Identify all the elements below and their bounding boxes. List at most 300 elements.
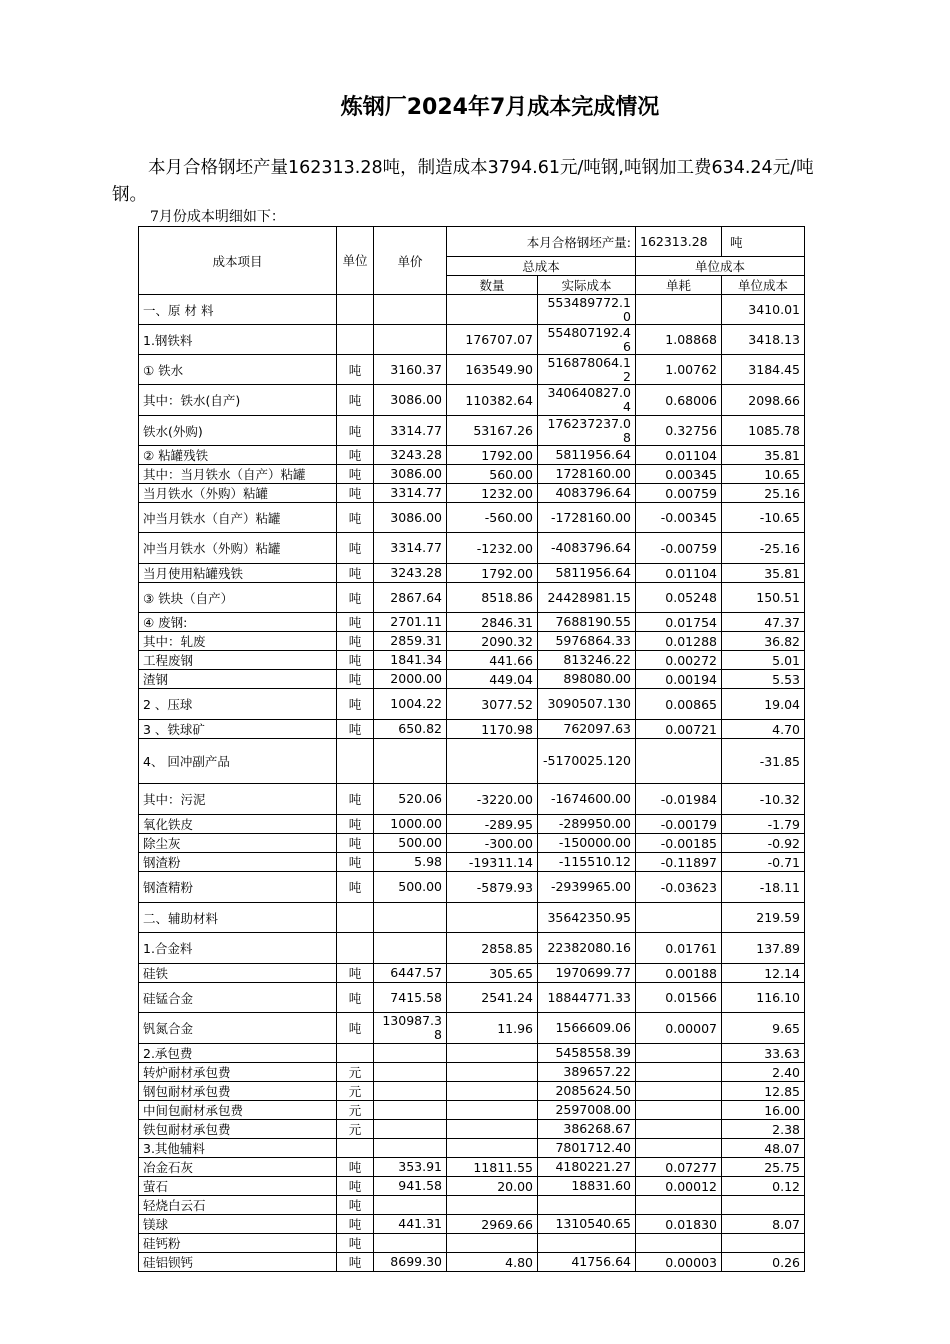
cell-actual-cost: 7801712.40 <box>538 1139 636 1158</box>
cell-item: 硅钙粉 <box>139 1234 337 1253</box>
cell-unit: 吨 <box>337 632 374 651</box>
cell-item: 硅铁 <box>139 964 337 983</box>
cell-item: 渣钢 <box>139 670 337 689</box>
cell-item: ② 粘罐残铁 <box>139 446 337 465</box>
cell-actual-cost: 18844771.33 <box>538 983 636 1013</box>
header-consumption: 单耗 <box>636 276 722 295</box>
cell-consumption: 0.00272 <box>636 651 722 670</box>
cell-price: 3086.00 <box>374 385 447 416</box>
cell-qty: 20.00 <box>447 1177 538 1196</box>
cell-actual-cost: 813246.22 <box>538 651 636 670</box>
cell-item: 2.承包费 <box>139 1044 337 1063</box>
cell-unit: 吨 <box>337 1215 374 1234</box>
cell-item: 3.其他辅料 <box>139 1139 337 1158</box>
cell-unit: 吨 <box>337 853 374 872</box>
cell-qty: -300.00 <box>447 834 538 853</box>
cell-qty <box>447 1139 538 1158</box>
cell-item: 一、原 材 料 <box>139 295 337 325</box>
table-row <box>139 784 805 815</box>
cell-unit-cost: 12.85 <box>722 1082 805 1101</box>
cell-price: 500.00 <box>374 834 447 853</box>
cell-qty: -560.00 <box>447 503 538 533</box>
table-row <box>139 1082 805 1101</box>
cell-consumption: -0.00345 <box>636 503 722 533</box>
cell-consumption: -0.00179 <box>636 815 722 834</box>
cell-price: 1004.22 <box>374 689 447 720</box>
cell-qty <box>447 1234 538 1253</box>
cell-price: 3314.77 <box>374 416 447 446</box>
cell-qty: 163549.90 <box>447 355 538 385</box>
cell-qty: -1232.00 <box>447 533 538 564</box>
cell-actual-cost: 553489772.10 <box>538 295 636 325</box>
cell-unit-cost: 4.70 <box>722 720 805 739</box>
table-row <box>139 964 805 983</box>
cell-price: 3086.00 <box>374 465 447 484</box>
cell-consumption: -0.00759 <box>636 533 722 564</box>
cell-price: 2867.64 <box>374 583 447 613</box>
table-row <box>139 983 805 1013</box>
table-row <box>139 1013 805 1044</box>
cell-price: 2701.11 <box>374 613 447 632</box>
cell-consumption: 0.01104 <box>636 446 722 465</box>
cell-unit: 吨 <box>337 1158 374 1177</box>
cell-qty: 2090.32 <box>447 632 538 651</box>
cell-unit <box>337 1139 374 1158</box>
cell-price <box>374 933 447 964</box>
cell-qty <box>447 1044 538 1063</box>
cell-actual-cost: -150000.00 <box>538 834 636 853</box>
cell-unit: 元 <box>337 1101 374 1120</box>
cell-actual-cost: 389657.22 <box>538 1063 636 1082</box>
cell-price: 941.58 <box>374 1177 447 1196</box>
cell-unit-cost: 5.01 <box>722 651 805 670</box>
cell-item: 镁球 <box>139 1215 337 1234</box>
table-row <box>139 533 805 564</box>
cell-unit-cost: 3418.13 <box>722 325 805 355</box>
cell-consumption: 0.00012 <box>636 1177 722 1196</box>
cell-unit <box>337 903 374 933</box>
table-row <box>139 1196 805 1215</box>
cell-consumption <box>636 1120 722 1139</box>
cell-price <box>374 1234 447 1253</box>
cell-price: 5.98 <box>374 853 447 872</box>
cell-unit <box>337 1044 374 1063</box>
cell-unit: 吨 <box>337 446 374 465</box>
cell-actual-cost: 5458558.39 <box>538 1044 636 1063</box>
cell-unit-cost: 36.82 <box>722 632 805 651</box>
cell-price <box>374 1120 447 1139</box>
cell-consumption <box>636 1044 722 1063</box>
cell-unit: 吨 <box>337 613 374 632</box>
cell-actual-cost: 554807192.46 <box>538 325 636 355</box>
cell-unit: 吨 <box>337 720 374 739</box>
cell-item: 除尘灰 <box>139 834 337 853</box>
header-item: 成本项目 <box>139 227 337 295</box>
cell-actual-cost: 4180221.27 <box>538 1158 636 1177</box>
cell-consumption: -0.01984 <box>636 784 722 815</box>
cell-unit-cost: 5.53 <box>722 670 805 689</box>
table-row <box>139 325 805 355</box>
cell-unit: 元 <box>337 1120 374 1139</box>
header-row-1 <box>139 227 805 257</box>
cell-unit-cost: 10.65 <box>722 465 805 484</box>
cell-item: 中间包耐材承包费 <box>139 1101 337 1120</box>
table-row <box>139 564 805 583</box>
page-title: 炼钢厂2024年7月成本完成情况 <box>340 95 660 120</box>
cell-qty: 1792.00 <box>447 564 538 583</box>
cell-actual-cost: 2597008.00 <box>538 1101 636 1120</box>
cell-actual-cost: -4083796.64 <box>538 533 636 564</box>
cell-actual-cost: -115510.12 <box>538 853 636 872</box>
cell-actual-cost: -289950.00 <box>538 815 636 834</box>
table-row <box>139 613 805 632</box>
cell-unit: 吨 <box>337 670 374 689</box>
cell-unit-cost: 1085.78 <box>722 416 805 446</box>
cell-qty <box>447 295 538 325</box>
cell-item: 转炉耐材承包费 <box>139 1063 337 1082</box>
cell-qty <box>447 1063 538 1082</box>
header-actual-cost: 实际成本 <box>538 276 636 295</box>
cell-price: 1000.00 <box>374 815 447 834</box>
cell-unit: 吨 <box>337 564 374 583</box>
cell-consumption: 0.00007 <box>636 1013 722 1044</box>
cell-price <box>374 739 447 784</box>
table-row <box>139 1063 805 1082</box>
cell-qty: -3220.00 <box>447 784 538 815</box>
cell-consumption: 0.07277 <box>636 1158 722 1177</box>
cell-consumption: 0.00194 <box>636 670 722 689</box>
cell-item: 其中：轧废 <box>139 632 337 651</box>
cell-actual-cost: 176237237.08 <box>538 416 636 446</box>
header-production-label: 本月合格钢坯产量: <box>447 227 636 257</box>
cell-unit-cost: 33.63 <box>722 1044 805 1063</box>
table-row <box>139 503 805 533</box>
cell-actual-cost: -1728160.00 <box>538 503 636 533</box>
cell-consumption: 1.00762 <box>636 355 722 385</box>
cell-unit: 吨 <box>337 416 374 446</box>
cell-actual-cost: 41756.64 <box>538 1253 636 1272</box>
cell-unit: 吨 <box>337 689 374 720</box>
cell-unit-cost: 16.00 <box>722 1101 805 1120</box>
cell-item: 冶金石灰 <box>139 1158 337 1177</box>
table-row <box>139 1120 805 1139</box>
cell-unit-cost <box>722 1196 805 1215</box>
header-production-value: 162313.28 <box>636 227 722 257</box>
cell-price <box>374 1082 447 1101</box>
cell-qty <box>447 903 538 933</box>
table-row <box>139 355 805 385</box>
cell-consumption: 1.08868 <box>636 325 722 355</box>
cell-unit: 吨 <box>337 1234 374 1253</box>
cell-price: 650.82 <box>374 720 447 739</box>
table-row <box>139 1139 805 1158</box>
cell-actual-cost: -2939965.00 <box>538 872 636 903</box>
cell-qty: 8518.86 <box>447 583 538 613</box>
cell-qty: 1792.00 <box>447 446 538 465</box>
cell-actual-cost: 1728160.00 <box>538 465 636 484</box>
cell-unit: 元 <box>337 1063 374 1082</box>
cell-qty: -5879.93 <box>447 872 538 903</box>
table-row <box>139 651 805 670</box>
cell-consumption: 0.00721 <box>636 720 722 739</box>
cell-unit-cost: 19.04 <box>722 689 805 720</box>
cell-actual-cost: 1970699.77 <box>538 964 636 983</box>
cell-unit: 吨 <box>337 872 374 903</box>
cell-unit-cost: 25.16 <box>722 484 805 503</box>
table-row <box>139 720 805 739</box>
cell-unit: 吨 <box>337 583 374 613</box>
cell-consumption: 0.00865 <box>636 689 722 720</box>
cell-item: 1.钢铁料 <box>139 325 337 355</box>
cell-unit-cost: -0.92 <box>722 834 805 853</box>
cell-price: 500.00 <box>374 872 447 903</box>
cell-item: 冲当月铁水（自产）粘罐 <box>139 503 337 533</box>
cell-unit: 吨 <box>337 484 374 503</box>
cell-item: 硅锰合金 <box>139 983 337 1013</box>
cell-qty: 110382.64 <box>447 385 538 416</box>
cell-actual-cost: 898080.00 <box>538 670 636 689</box>
cell-consumption <box>636 295 722 325</box>
cell-actual-cost: 3090507.130 <box>538 689 636 720</box>
cell-unit-cost: 12.14 <box>722 964 805 983</box>
table-row <box>139 1044 805 1063</box>
cell-item: 铁水(外购) <box>139 416 337 446</box>
cell-qty <box>447 1101 538 1120</box>
cell-price: 8699.30 <box>374 1253 447 1272</box>
table-row <box>139 1234 805 1253</box>
cell-qty: 53167.26 <box>447 416 538 446</box>
cell-consumption: 0.00003 <box>636 1253 722 1272</box>
table-row <box>139 1177 805 1196</box>
cell-unit <box>337 295 374 325</box>
cell-unit-cost: 35.81 <box>722 446 805 465</box>
cell-item: 氧化铁皮 <box>139 815 337 834</box>
cell-price: 2000.00 <box>374 670 447 689</box>
cell-item: 钢渣精粉 <box>139 872 337 903</box>
table-row <box>139 632 805 651</box>
cell-price: 441.31 <box>374 1215 447 1234</box>
cell-qty <box>447 1120 538 1139</box>
cell-item: 硅铝钡钙 <box>139 1253 337 1272</box>
cell-unit-cost: -0.71 <box>722 853 805 872</box>
cell-actual-cost: 18831.60 <box>538 1177 636 1196</box>
cell-unit-cost: 2.40 <box>722 1063 805 1082</box>
cell-unit-cost: 219.59 <box>722 903 805 933</box>
cell-unit: 元 <box>337 1082 374 1101</box>
table-row <box>139 903 805 933</box>
cell-unit: 吨 <box>337 355 374 385</box>
cell-item: ① 铁水 <box>139 355 337 385</box>
cell-price: 3086.00 <box>374 503 447 533</box>
cell-unit-cost: 35.81 <box>722 564 805 583</box>
cell-actual-cost: 1310540.65 <box>538 1215 636 1234</box>
header-unit-cost: 单位成本 <box>722 276 805 295</box>
cell-qty: 305.65 <box>447 964 538 983</box>
cell-price: 3314.77 <box>374 484 447 503</box>
cell-item: 1.合金料 <box>139 933 337 964</box>
table-row <box>139 446 805 465</box>
table-row <box>139 465 805 484</box>
cell-consumption: 0.05248 <box>636 583 722 613</box>
cell-consumption: -0.11897 <box>636 853 722 872</box>
cell-item: 钢渣粉 <box>139 853 337 872</box>
cell-actual-cost: 4083796.64 <box>538 484 636 503</box>
cell-qty <box>447 1082 538 1101</box>
cell-unit: 吨 <box>337 1013 374 1044</box>
table-row <box>139 834 805 853</box>
cell-qty <box>447 739 538 784</box>
cell-price <box>374 903 447 933</box>
cell-qty: 4.80 <box>447 1253 538 1272</box>
cell-unit-cost: 9.65 <box>722 1013 805 1044</box>
cell-price: 3314.77 <box>374 533 447 564</box>
cell-unit: 吨 <box>337 1196 374 1215</box>
cell-unit-cost: -10.32 <box>722 784 805 815</box>
cell-unit: 吨 <box>337 651 374 670</box>
cell-consumption: 0.00345 <box>636 465 722 484</box>
intro-paragraph: 本月合格钢坯产量162313.28吨，制造成本3794.61元/吨钢,吨钢加工费634.24元/吨钢。 <box>112 158 814 205</box>
cell-actual-cost: 386268.67 <box>538 1120 636 1139</box>
cell-unit-cost: -18.11 <box>722 872 805 903</box>
cell-consumption: 0.01104 <box>636 564 722 583</box>
cell-unit <box>337 739 374 784</box>
cell-price <box>374 1101 447 1120</box>
cell-actual-cost <box>538 1234 636 1253</box>
cell-unit-cost <box>722 1234 805 1253</box>
cell-unit-cost: 116.10 <box>722 983 805 1013</box>
cell-actual-cost: 35642350.95 <box>538 903 636 933</box>
table-row <box>139 416 805 446</box>
cell-actual-cost: 5811956.64 <box>538 446 636 465</box>
cost-table <box>138 226 805 1272</box>
cell-consumption: 0.01830 <box>636 1215 722 1234</box>
cell-consumption: 0.00759 <box>636 484 722 503</box>
cell-consumption <box>636 739 722 784</box>
cell-item: ④ 废钢: <box>139 613 337 632</box>
cell-unit-cost: 8.07 <box>722 1215 805 1234</box>
cell-price <box>374 1196 447 1215</box>
cell-unit: 吨 <box>337 465 374 484</box>
cell-item: 工程废钢 <box>139 651 337 670</box>
cell-price: 3243.28 <box>374 564 447 583</box>
cell-qty: 2541.24 <box>447 983 538 1013</box>
cell-unit-cost: -10.65 <box>722 503 805 533</box>
cell-price <box>374 325 447 355</box>
header-unit-cost-group: 单位成本 <box>636 257 805 276</box>
cell-unit-cost: -1.79 <box>722 815 805 834</box>
cell-consumption <box>636 1234 722 1253</box>
cell-consumption: 0.01288 <box>636 632 722 651</box>
cell-item: 二、辅助材料 <box>139 903 337 933</box>
cell-qty: 176707.07 <box>447 325 538 355</box>
cell-consumption: -0.00185 <box>636 834 722 853</box>
cell-price: 6447.57 <box>374 964 447 983</box>
cell-item: 钢包耐材承包费 <box>139 1082 337 1101</box>
cell-item: 其中：污泥 <box>139 784 337 815</box>
cell-actual-cost: 340640827.04 <box>538 385 636 416</box>
cell-price <box>374 1139 447 1158</box>
cell-unit-cost: 48.07 <box>722 1139 805 1158</box>
cell-price: 130987.38 <box>374 1013 447 1044</box>
cell-actual-cost: 22382080.16 <box>538 933 636 964</box>
cell-unit <box>337 933 374 964</box>
table-row <box>139 1101 805 1120</box>
cell-qty: 2969.66 <box>447 1215 538 1234</box>
table-row <box>139 484 805 503</box>
cell-consumption <box>636 903 722 933</box>
cell-unit: 吨 <box>337 503 374 533</box>
cell-unit: 吨 <box>337 834 374 853</box>
table-row <box>139 1253 805 1272</box>
cell-actual-cost: 24428981.15 <box>538 583 636 613</box>
cell-unit-cost: -25.16 <box>722 533 805 564</box>
cell-item: 轻烧白云石 <box>139 1196 337 1215</box>
cell-qty: 1170.98 <box>447 720 538 739</box>
cell-unit: 吨 <box>337 815 374 834</box>
table-row <box>139 739 805 784</box>
cell-unit-cost: 2098.66 <box>722 385 805 416</box>
cell-unit: 吨 <box>337 983 374 1013</box>
cell-actual-cost <box>538 1196 636 1215</box>
header-production-unit: 吨 <box>722 227 805 257</box>
cell-unit-cost: 0.12 <box>722 1177 805 1196</box>
cell-unit: 吨 <box>337 1177 374 1196</box>
cell-qty: 2858.85 <box>447 933 538 964</box>
cell-qty: 1232.00 <box>447 484 538 503</box>
cell-qty: 11811.55 <box>447 1158 538 1177</box>
cell-consumption: -0.03623 <box>636 872 722 903</box>
cell-unit-cost: 2.38 <box>722 1120 805 1139</box>
cell-qty: 441.66 <box>447 651 538 670</box>
cell-consumption: 0.32756 <box>636 416 722 446</box>
table-row <box>139 853 805 872</box>
cell-unit-cost: 0.26 <box>722 1253 805 1272</box>
cell-unit-cost: 3184.45 <box>722 355 805 385</box>
cell-item: 3 、铁球矿 <box>139 720 337 739</box>
cell-actual-cost: 7688190.55 <box>538 613 636 632</box>
header-price: 单价 <box>374 227 447 295</box>
cell-qty: 11.96 <box>447 1013 538 1044</box>
cell-unit-cost: 150.51 <box>722 583 805 613</box>
header-total-cost: 总成本 <box>447 257 636 276</box>
table-row <box>139 933 805 964</box>
cell-price <box>374 1063 447 1082</box>
detail-label: 7月份成本明细如下： <box>150 209 285 225</box>
cell-qty: 3077.52 <box>447 689 538 720</box>
cell-actual-cost: 5976864.33 <box>538 632 636 651</box>
cell-item: 2 、压球 <box>139 689 337 720</box>
cell-consumption <box>636 1063 722 1082</box>
table-row <box>139 1158 805 1177</box>
cell-consumption <box>636 1101 722 1120</box>
cell-item: 冲当月铁水（外购）粘罐 <box>139 533 337 564</box>
cell-qty <box>447 1196 538 1215</box>
cell-consumption: 0.01754 <box>636 613 722 632</box>
table-row <box>139 1215 805 1234</box>
cell-qty: 560.00 <box>447 465 538 484</box>
cell-unit-cost: -31.85 <box>722 739 805 784</box>
cell-unit-cost: 25.75 <box>722 1158 805 1177</box>
cell-item: 钒氮合金 <box>139 1013 337 1044</box>
cell-unit-cost: 3410.01 <box>722 295 805 325</box>
cell-actual-cost: 1566609.06 <box>538 1013 636 1044</box>
cell-consumption <box>636 1139 722 1158</box>
cell-consumption: 0.00188 <box>636 964 722 983</box>
cell-actual-cost: 762097.63 <box>538 720 636 739</box>
cell-price <box>374 295 447 325</box>
cell-unit: 吨 <box>337 1253 374 1272</box>
table-row <box>139 815 805 834</box>
